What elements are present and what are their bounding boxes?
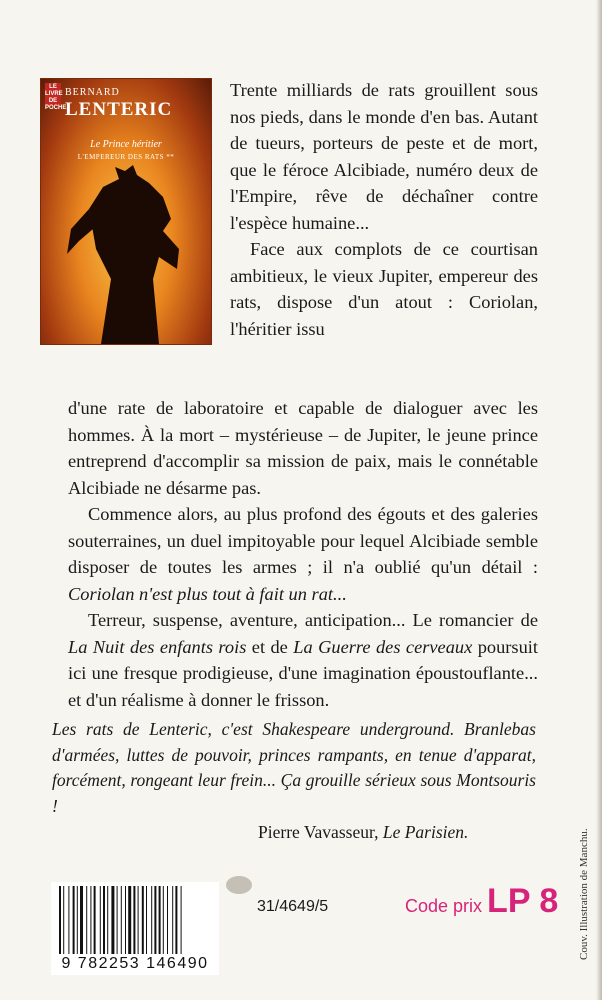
blurb-p3-text: Commence alors, au plus profond des égouts et des galeries souterraines, un duel impitoyable pour lequel Alcibiade semble disposer de toutes les armes ; il n'a oublié qu'un détail : — [68, 504, 538, 577]
price-code-label: Code prix — [405, 896, 488, 916]
page-edge — [596, 0, 602, 1000]
cover-credit: Couv. Illustration de Manchu. — [578, 828, 590, 960]
quote-attribution — [258, 822, 468, 843]
blurb-bottom — [68, 395, 538, 713]
quote-author: Pierre Vavasseur, — [258, 822, 383, 842]
isbn-barcode — [51, 882, 219, 975]
cover-author-first: BERNARD — [65, 87, 120, 98]
blurb-paragraph-2: Face aux complots de ce courtisan ambitieux, le vieux Jupiter, empereur des rats, dispose d'un atout : Coriolan, l'héritier issu — [230, 239, 538, 339]
price-code — [405, 882, 558, 921]
stain-mark — [226, 876, 252, 894]
blurb-paragraph-3 — [68, 501, 538, 607]
title-guerre: La Guerre des cerveaux — [293, 636, 473, 657]
cover-series: L'EMPEREUR DES RATS ** — [77, 153, 175, 161]
blurb-p3-italic: Coriolan n'est plus tout à fait un rat... — [68, 583, 347, 604]
price-code-value: LP 8 — [487, 882, 559, 920]
cover-author-last: LENTERIC — [65, 99, 173, 120]
catalog-number: 31/4649/5 — [257, 898, 329, 915]
publisher-logo: LE LIVRE DE POCHE — [45, 84, 67, 111]
blurb-p4-c: et de — [246, 636, 294, 657]
blurb-paragraph-2-cont: d'une rate de laboratoire et capable de dialoguer avec les hommes. À la mort – mystérieuse – de Jupiter, le jeune prince entreprend d'accomplir sa mission de paix, mais le connétable Alcibiade ne désarme pas. — [68, 398, 538, 498]
barcode-digits: 9 782253 146490 — [61, 955, 209, 972]
cover-thumbnail — [40, 78, 212, 345]
blurb-p4-e: poursuit ici une fresque prodigieuse, d'une imagination époustouflante... et d'un réalisme à donner le frisson. — [68, 636, 538, 710]
blurb-p4-a: Terreur, suspense, aventure, anticipation... Le romancier de — [88, 610, 538, 630]
blurb-paragraph-4 — [68, 607, 538, 713]
quote-source: Le Parisien. — [382, 822, 469, 842]
press-quote: Les rats de Lenteric, c'est Shakespeare underground. Branlebas d'armées, luttes de pouvoir, princes rampants, en tenue d'apparat, forcément, rongeant leur frein... Ça grouille sérieux sous Montsouris ! — [52, 719, 536, 816]
cover-title: Le Prince héritier — [90, 139, 162, 150]
blurb-paragraph-1: Trente milliards de rats grouillent sous nos pieds, dans le monde d'en bas. Autant de tueurs, porteurs de peste et de mort, que le féroce Alcibiade, numéro deux de l'Empire, rêve de déchaîner contre l'espèce humaine... — [230, 80, 538, 233]
blurb-top — [230, 77, 538, 342]
barcode-bars — [57, 886, 213, 954]
title-nuit: La Nuit des enfants rois — [68, 636, 247, 657]
